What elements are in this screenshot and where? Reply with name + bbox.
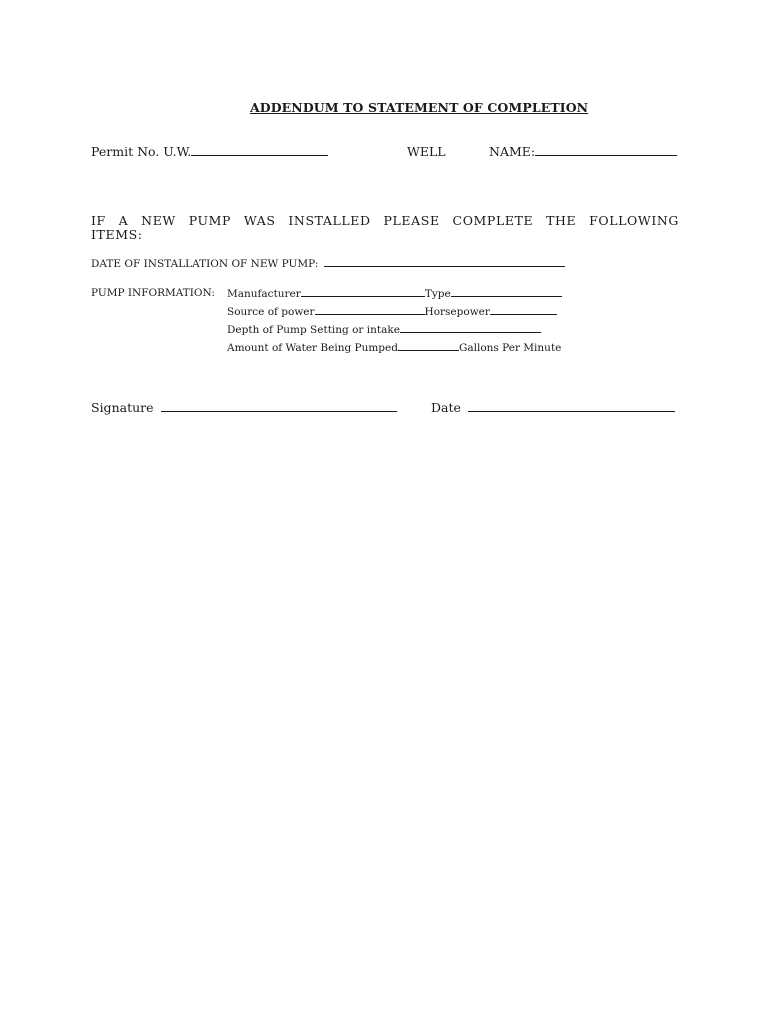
horsepower-field[interactable] — [490, 305, 557, 315]
depth-label: Depth of Pump Setting or intake — [227, 324, 400, 336]
permit-number-label: Permit No. U.W. — [91, 144, 192, 159]
well-name-label: NAME: — [489, 144, 536, 159]
date-field[interactable] — [468, 400, 675, 412]
manufacturer-type-row — [227, 287, 562, 300]
water-amount-field[interactable] — [398, 341, 459, 351]
type-field[interactable] — [451, 287, 562, 297]
date-label: Date — [431, 400, 461, 415]
well-name-row — [489, 144, 677, 159]
gallons-per-minute-label: Gallons Per Minute — [458, 342, 562, 354]
well-label: WELL — [407, 144, 446, 159]
document-title: ADDENDUM TO STATEMENT OF COMPLETION — [250, 100, 589, 115]
well-name-field[interactable] — [535, 144, 677, 156]
installation-date-row — [91, 257, 565, 270]
pump-information-label: PUMP INFORMATION: — [91, 287, 215, 299]
depth-row — [227, 323, 541, 336]
installation-date-label: DATE OF INSTALLATION OF NEW PUMP: — [91, 258, 319, 270]
signature-label: Signature — [91, 400, 154, 415]
depth-field[interactable] — [400, 323, 541, 333]
manufacturer-label: Manufacturer — [227, 288, 301, 300]
power-horsepower-row — [227, 305, 557, 318]
manufacturer-field[interactable] — [301, 287, 425, 297]
type-label: Type — [424, 288, 451, 300]
source-of-power-label: Source of power — [227, 306, 315, 318]
source-of-power-field[interactable] — [315, 305, 425, 315]
installation-date-field[interactable] — [324, 257, 565, 267]
permit-number-row — [91, 144, 328, 159]
water-amount-row — [227, 341, 561, 354]
permit-number-field[interactable] — [191, 144, 328, 156]
horsepower-label: Horsepower — [424, 306, 490, 318]
water-amount-label: Amount of Water Being Pumped — [227, 342, 398, 354]
date-row — [431, 400, 675, 415]
signature-field[interactable] — [161, 400, 397, 412]
instructions-text: IF A NEW PUMP WAS INSTALLED PLEASE COMPLETE THE FOLLOWING ITEMS: — [91, 213, 679, 242]
signature-row — [91, 400, 397, 415]
